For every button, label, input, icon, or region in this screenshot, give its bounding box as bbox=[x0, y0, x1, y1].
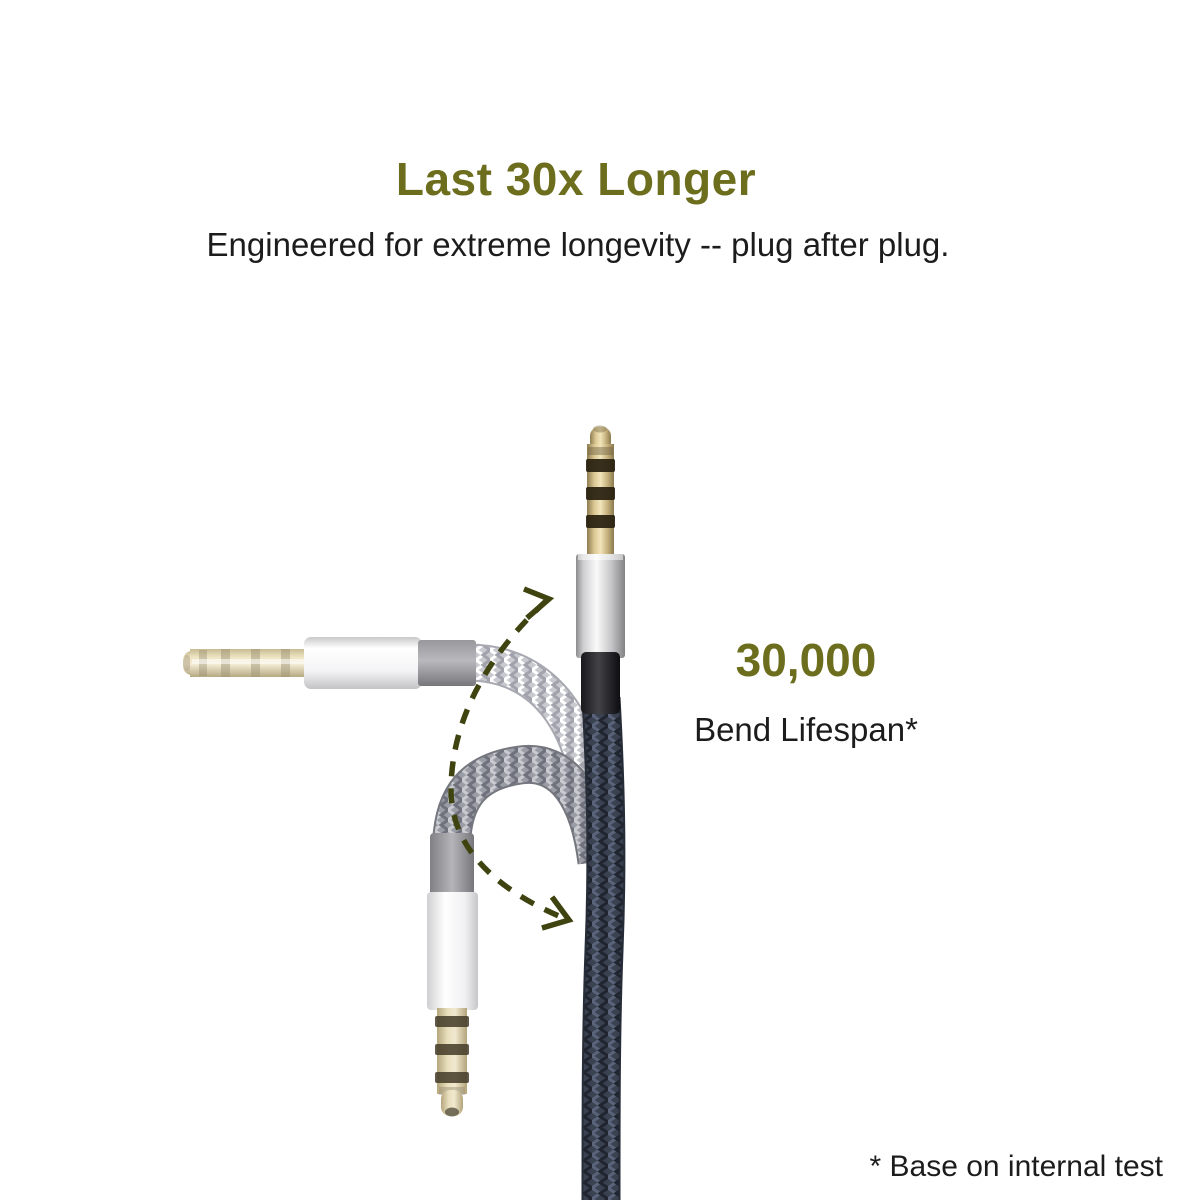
left-plug-highlight bbox=[192, 659, 306, 664]
left-plug-barrel bbox=[304, 637, 422, 689]
stat-block bbox=[656, 633, 956, 749]
bottom-plug-ring-3 bbox=[435, 1072, 469, 1083]
top-plug-ring-1 bbox=[586, 459, 615, 472]
headline: Last 30x Longer bbox=[395, 153, 757, 205]
top-plug-tip-end bbox=[593, 426, 607, 433]
bottom-plug-ring-2 bbox=[435, 1044, 469, 1055]
left-plug-tip-end bbox=[183, 655, 191, 671]
bottom-plug-barrel bbox=[427, 892, 478, 1010]
top-plug-ring-2 bbox=[586, 487, 615, 500]
top-plug-strain-relief bbox=[581, 652, 620, 714]
top-plug-ring-3 bbox=[586, 515, 615, 528]
top-plug-groove bbox=[588, 447, 613, 455]
cable-dark-navy bbox=[601, 698, 606, 1200]
bottom-plug-ring-1 bbox=[435, 1016, 469, 1027]
footnote: * Base on internal test bbox=[869, 1150, 1163, 1183]
bottom-plug bbox=[427, 833, 478, 1117]
left-plug bbox=[183, 637, 476, 689]
bottom-plug-tip-end bbox=[445, 1108, 459, 1117]
top-plug-barrel-highlight bbox=[578, 554, 623, 560]
top-plug bbox=[576, 426, 625, 715]
subheadline: Engineered for extreme longevity -- plug after plug. bbox=[206, 226, 950, 263]
bend-count-label: Bend Lifespan* bbox=[694, 711, 918, 748]
bend-count-value: 30,000 bbox=[735, 634, 877, 686]
top-plug-barrel bbox=[576, 554, 625, 658]
left-plug-collar bbox=[418, 640, 476, 686]
cable-dark-braid bbox=[601, 698, 606, 1200]
bend-arrowhead-up-icon bbox=[524, 589, 549, 618]
